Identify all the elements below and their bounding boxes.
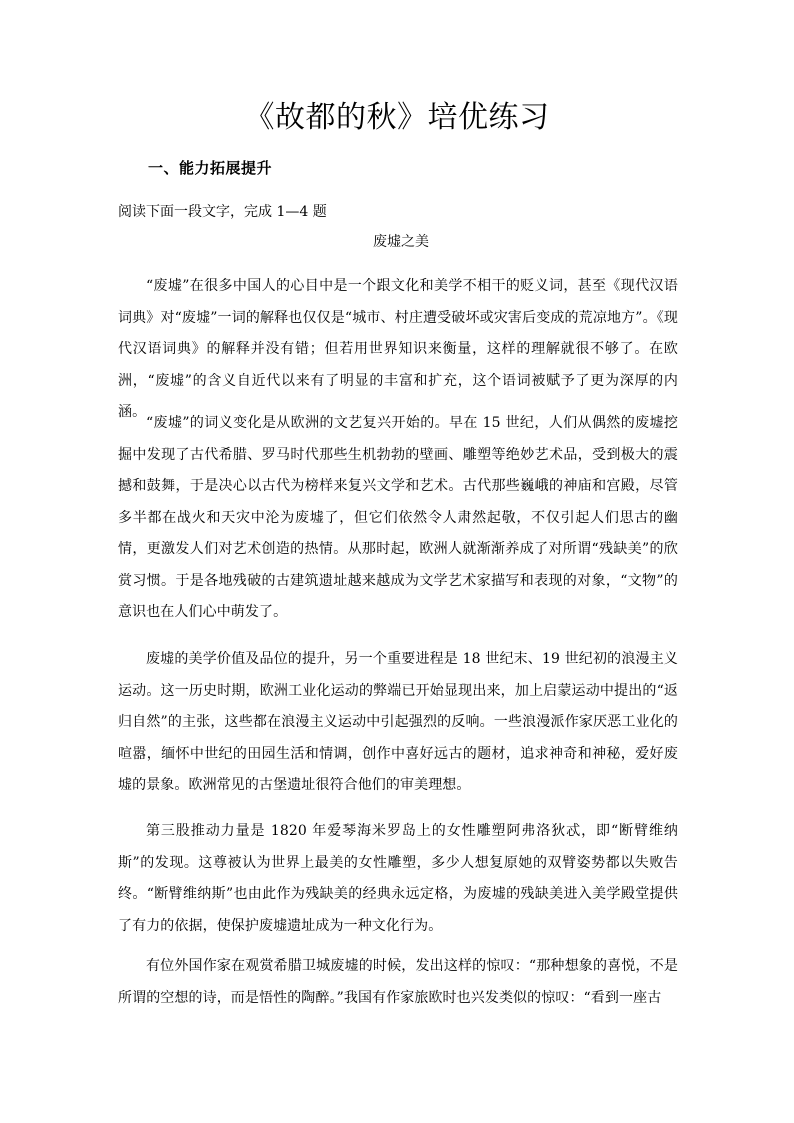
reading-instruction: 阅读下面一段文字，完成 1—4 题 xyxy=(118,204,327,220)
passage-title: 废墟之美 xyxy=(373,234,429,250)
paragraph-5: 有位外国作家在观赏希腊卫城废墟的时候，发出这样的惊叹：“那种想象的喜悦，不是所谓的空想的诗，而是悟性的陶醉。”我国有作家旅欧时也兴发类似的惊叹：“看到一座古 xyxy=(118,958,678,1006)
section-heading: 一、能力拓展提升 xyxy=(148,159,273,177)
paragraph-4: 第三股推动力量是 1820 年爱琴海米罗岛上的女性雕塑阿弗洛狄忒，即“断臂维纳斯”的发现。这尊被认为世界上最美的女性雕塑，多少人想复原她的双臂姿势都以失败告终。“断臂维纳斯”也由此作为残缺美的经典永远定格，为废墟的残缺美进入美学殿堂提供了有力的依据，使保护废墟遗址成为一种文化行为。 xyxy=(118,823,678,934)
document-title: 《故都的秋》培优练习 xyxy=(244,100,550,135)
paragraph-3: 废墟的美学价值及品位的提升，另一个重要进程是 18 世纪末、19 世纪初的浪漫主义运动。这一历史时期，欧洲工业化运动的弊端已开始显现出来，加上启蒙运动中提出的“返归自然”的主张，这些都在浪漫主义运动中引起强烈的反响。一些浪漫派作家厌恶工业化的喧嚣，缅怀中世纪的田园生活和情调，创作中喜好远古的题材，追求神奇和神秘，爱好废墟的景象。欧洲常见的古堡遗址很符合他们的审美理想。 xyxy=(118,651,678,793)
paragraph-2: “废墟”的词义变化是从欧洲的文艺复兴开始的。早在 15 世纪，人们从偶然的废墟挖掘中发现了古代希腊、罗马时代那些生机勃勃的壁画、雕塑等绝妙艺术品，受到极大的震撼和鼓舞，于是决心以古代为榜样来复兴文学和艺术。古代那些巍峨的神庙和宫殿，尽管多半都在战火和天灾中沦为废墟了，但它们依然令人肃然起敬，不仅引起人们思古的幽情，更激发人们对艺术创造的热情。从那时起，欧洲人就渐渐养成了对所谓“残缺美”的欣赏习惯。于是各地残破的古建筑遗址越来越成为文学艺术家描写和表现的对象，“文物”的意识也在人们心中萌发了。 xyxy=(118,415,678,620)
paragraph-1: “废墟”在很多中国人的心目中是一个跟文化和美学不相干的贬义词，甚至《现代汉语词典》对“废墟”一词的解释也仅仅是“城市、村庄遭受破坏或灾害后变成的荒凉地方”。《现代汉语词典》的解释并没有错；但若用世界知识来衡量，这样的理解就很不够了。在欧洲，“废墟”的含义自近代以来有了明显的丰富和扩充，这个语词被赋予了更为深厚的内涵。 xyxy=(118,278,678,420)
